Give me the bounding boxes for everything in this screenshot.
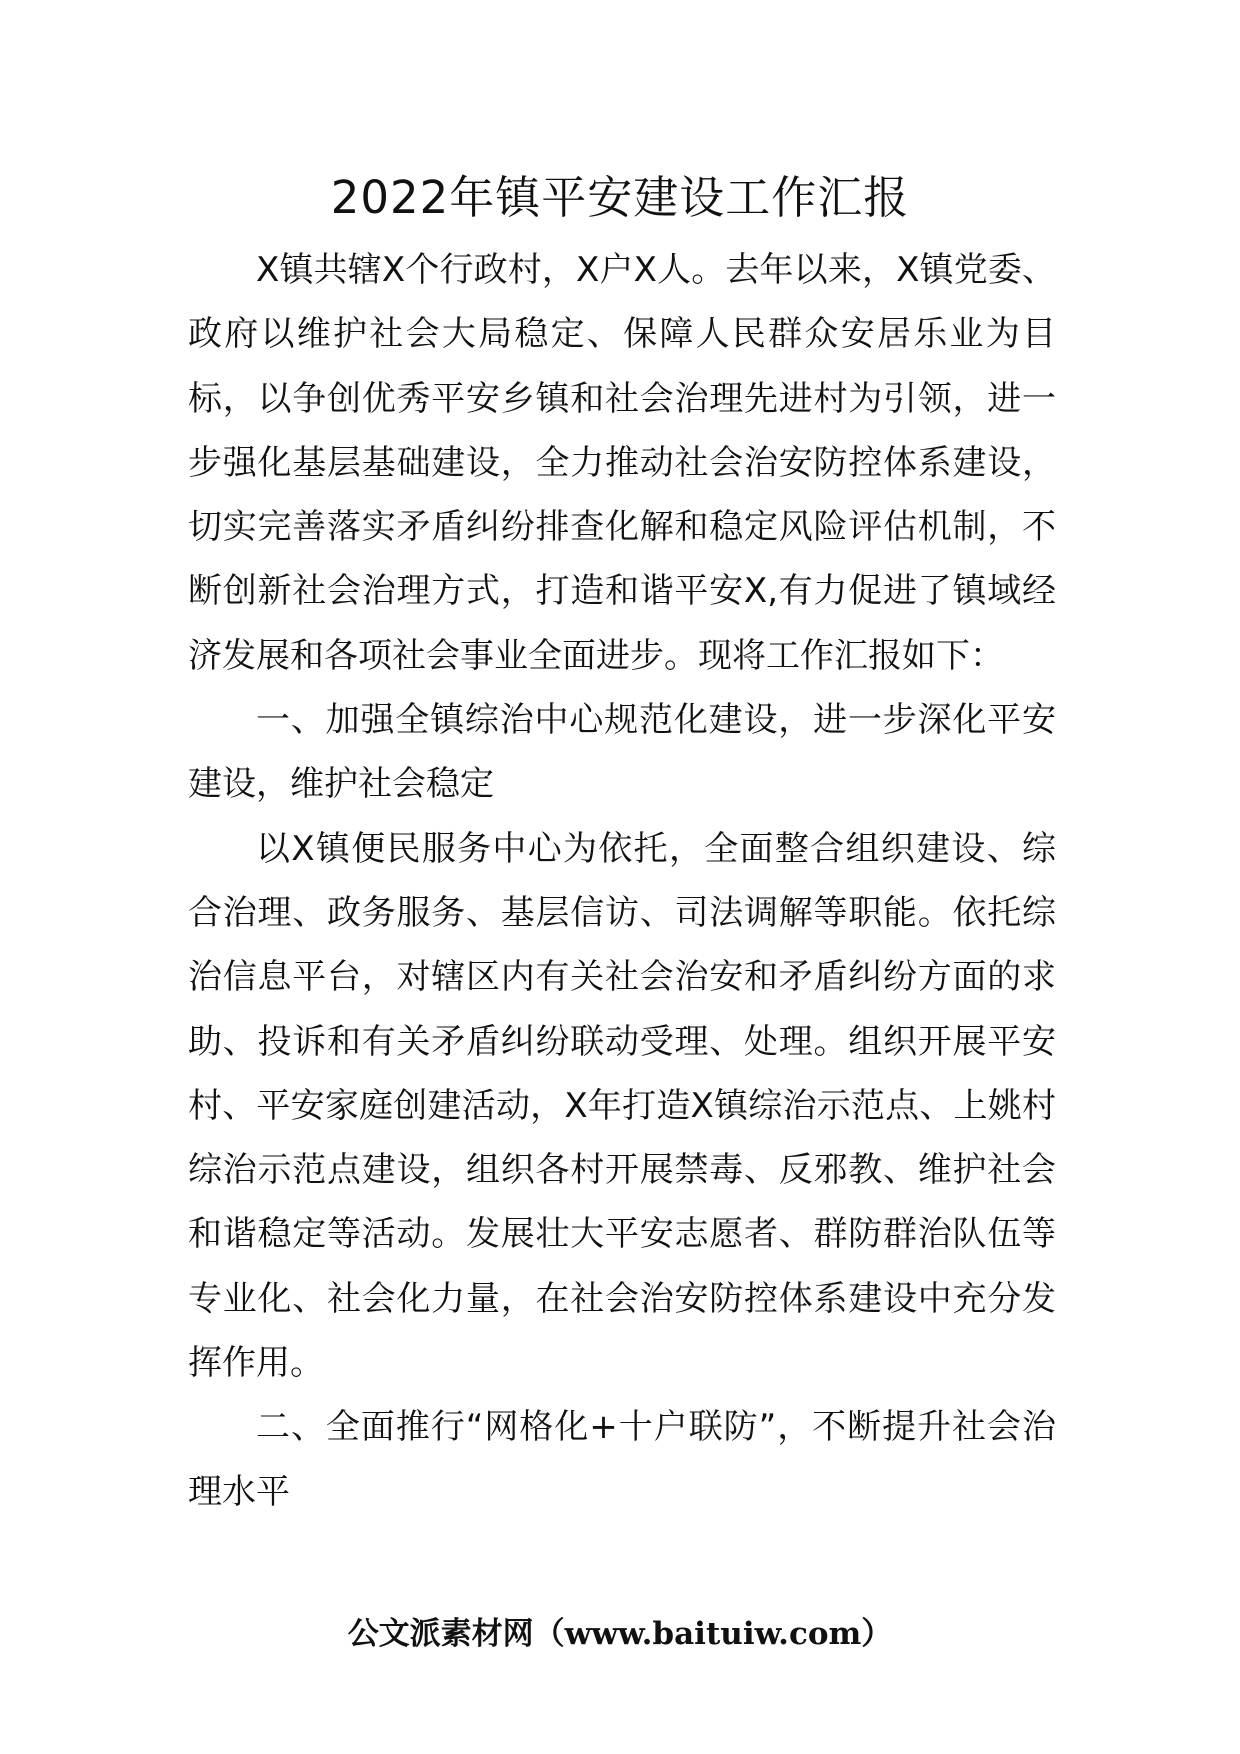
- watermark-footer: 公文派素材网（www.baituiw.com）: [347, 1616, 893, 1652]
- section-heading-1: 一、加强全镇综治中心规范化建设，进一步深化平安建设，维护社会稳定: [188, 700, 1056, 805]
- document-body: [188, 238, 1056, 1524]
- document-title: 2022年镇平安建设工作汇报: [330, 171, 910, 224]
- section-1-paragraph: 以X镇便民服务中心为依托，全面整合组织建设、综合治理、政务服务、基层信访、司法调解等职能。依托综治信息平台，对辖区内有关社会治安和矛盾纠纷方面的求助、投诉和有关矛盾纠纷联动受理、处理。组织开展平安村、平安家庭创建活动，X年打造X镇综治示范点、上姚村综治示范点建设，组织各村开展禁毒、反邪教、维护社会和谐稳定等活动。发展壮大平安志愿者、群防群治队伍等专业化、社会化力量，在社会治安防控体系建设中充分发挥作用。: [188, 828, 1056, 1384]
- intro-paragraph: X镇共辖X个行政村，X户X人。去年以来，X镇党委、政府以维护社会大局稳定、保障人民群众安居乐业为目标，以争创优秀平安乡镇和社会治理先进村为引领，进一步强化基层基础建设，全力推动社会治安防控体系建设，切实完善落实矛盾纠纷排查化解和稳定风险评估机制，不断创新社会治理方式，打造和谐平安X,有力促进了镇域经济发展和各项社会事业全面进步。现将工作汇报如下：: [188, 250, 1056, 676]
- section-heading-2: 二、全面推行“网格化+十户联防”，不断提升社会治理水平: [188, 1407, 1056, 1512]
